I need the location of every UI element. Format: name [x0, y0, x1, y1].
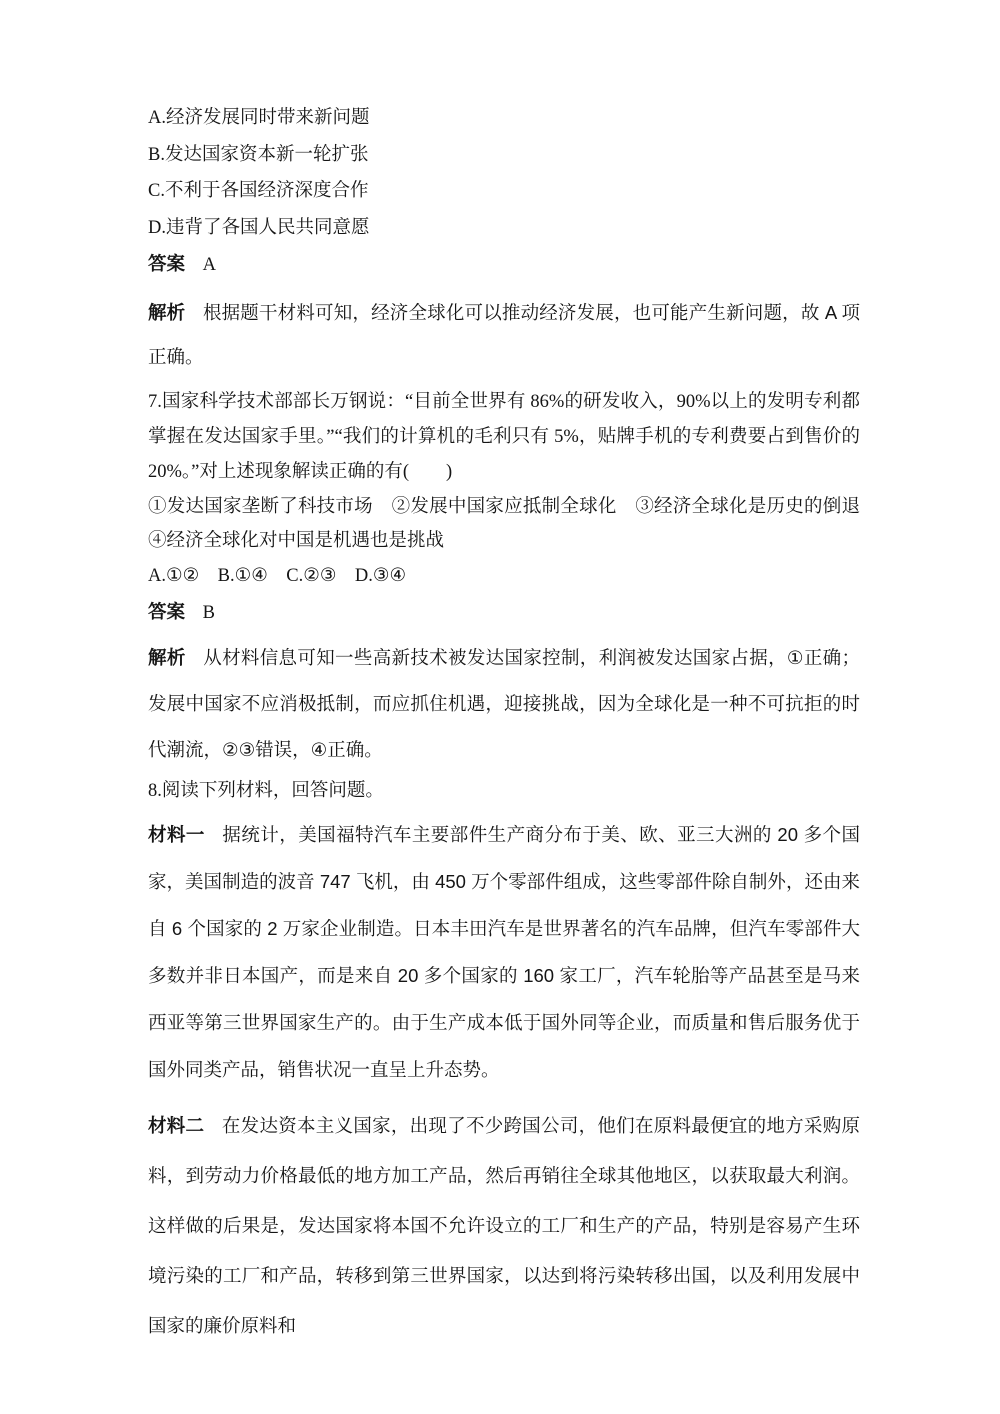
q8-material-2 [148, 1101, 860, 1351]
answer-label: 答案 [148, 601, 186, 622]
q6-option-d: D.违背了各国人民共同意愿 [148, 217, 370, 238]
q6-analysis [148, 291, 860, 379]
material-2-label: 材料二 [148, 1115, 205, 1136]
q7-stem: 7.国家科学技术部部长万钢说：“目前全世界有 86%的研发收入，90%以上的发明专利都掌握在发达国家手里。”“我们的计算机的毛利只有 5%，贴牌手机的专利费要占到售价的 20%。”对上述现象解读正确的有( ) [148, 392, 860, 482]
q8-material-1-text: 据统计，美国福特汽车主要部件生产商分布于美、欧、亚三大洲的 20 多个国家，美国制造的波音 747 飞机，由 450 万个零部件组成，这些零部件除自制外，还由来自 6 个国家的 2 万家企业制造。日本丰田汽车是世界著名的汽车品牌，但汽车零部件大多数并非日本国产，而是来自 20 多个国家的 160 家工厂，汽车轮胎等产品甚至是马来西亚等第三世界国家生产的。由于生产成本低于国外同等企业，而质量和售后服务优于国外同类产品，销售状况一直呈上升态势。 [148, 824, 860, 1080]
q6-option-a: A.经济发展同时带来新问题 [148, 108, 370, 128]
q7-statements: ①发达国家垄断了科技市场 ②发展中国家应抵制全球化 ③经济全球化是历史的倒退 ④经济全球化对中国是机遇也是挑战 [148, 497, 879, 551]
analysis-label: 解析 [148, 302, 186, 323]
answer-label: 答案 [148, 253, 186, 274]
q8-stem: 8.阅读下列材料，回答问题。 [148, 781, 384, 801]
q8-material-2-text: 在发达资本主义国家，出现了不少跨国公司，他们在原料最便宜的地方采购原料，到劳动力价格最低的地方加工产品，然后再销往全球其他地区，以获取最大利润。这样做的后果是，发达国家将本国不允许设立的工厂和生产的产品，特别是容易产生环境污染的工厂和产品，转移到第三世界国家，以达到将污染转移出国，以及利用发展中国家的廉价原料和 [148, 1115, 860, 1336]
q7-analysis [148, 635, 860, 773]
q6-analysis-text: 根据题干材料可知，经济全球化可以推动经济发展，也可能产生新问题，故 A 项正确。 [148, 302, 860, 367]
q7-answer-value: B [202, 603, 215, 623]
q6-option-c: C.不利于各国经济深度合作 [148, 181, 369, 201]
q8-material-1 [148, 811, 860, 1093]
q6-options [148, 100, 860, 246]
q6-option-b: B.发达国家资本新一轮扩张 [148, 144, 369, 165]
q6-answer-value: A [202, 255, 216, 275]
q7-choices: A.①② B.①④ C.②③ D.③④ [148, 566, 407, 586]
q6-answer-line [148, 246, 860, 283]
material-1-label: 材料一 [148, 824, 205, 845]
q7-analysis-text: 从材料信息可知一些高新技术被发达国家控制，利润被发达国家占据，①正确；发展中国家不应消极抵制，而应抓住机遇，迎接挑战，因为全球化是一种不可抗拒的时代潮流，②③错误，④正确。 [148, 647, 860, 760]
analysis-label: 解析 [148, 647, 186, 668]
q7-answer-line [148, 594, 860, 631]
